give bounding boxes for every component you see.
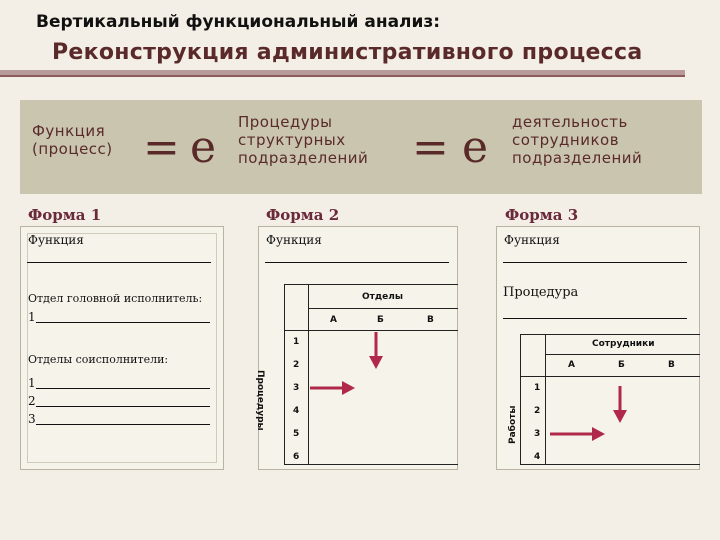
form2-function-label: Функция xyxy=(266,233,322,247)
form1-function-label: Функция xyxy=(28,233,84,247)
form3-row-label: 4 xyxy=(534,452,541,462)
form2-row-header: Процедуры xyxy=(255,370,265,431)
form1-co-line xyxy=(36,424,210,425)
form3-procedure-label: Процедура xyxy=(503,285,579,300)
arrow-right-to-column-b xyxy=(550,427,605,441)
member-of-sign-2: е xyxy=(462,122,489,173)
form1-inner-frame xyxy=(27,233,217,463)
form3-col-label: А xyxy=(568,360,575,370)
arrow-down-to-work-b xyxy=(613,386,627,423)
form2-row-label: 6 xyxy=(293,452,300,462)
form3-col-header: Сотрудники xyxy=(592,339,655,349)
equals-sign-2: = xyxy=(412,122,449,173)
equals-sign-1: = xyxy=(143,122,180,173)
form1-co-number: 3 xyxy=(28,412,36,426)
form1-co-line xyxy=(36,388,210,389)
form1-title: Форма 1 xyxy=(28,206,102,224)
equation-term-procedures: Процедуры структурных подразделений xyxy=(238,113,369,167)
form1-lead-line xyxy=(36,322,210,323)
form2-col-label: А xyxy=(330,315,337,325)
equation-term-activity: деятельность сотрудников подразделений xyxy=(512,113,643,167)
form3-col-label: Б xyxy=(618,360,625,370)
form2-row-label: 2 xyxy=(293,360,300,370)
form3-row-header: Работы xyxy=(508,405,518,444)
form1-function-line xyxy=(27,262,211,263)
slide-subtitle: Реконструкция административного процесса xyxy=(52,40,643,65)
form2-row-label: 5 xyxy=(293,429,300,439)
form3-function-label: Функция xyxy=(504,233,560,247)
form2-col-label: Б xyxy=(377,315,384,325)
form1-lead-number: 1 xyxy=(28,310,36,324)
arrow-down-to-procedure xyxy=(369,332,383,369)
form1-co-number: 1 xyxy=(28,376,36,390)
form3-col-label: В xyxy=(668,360,675,370)
form3-row-label: 2 xyxy=(534,406,541,416)
title-underline-dark xyxy=(0,75,685,77)
slide-title: Вертикальный функциональный анализ: xyxy=(36,12,441,32)
form2-col-label: В xyxy=(427,315,434,325)
form2-col-header: Отделы xyxy=(362,292,403,302)
form1-co-label: Отделы соисполнители: xyxy=(28,353,169,366)
form2-row-label: 3 xyxy=(293,383,300,393)
form2-row-label: 1 xyxy=(293,337,300,347)
form2-title: Форма 2 xyxy=(266,206,340,224)
form3-row-label: 3 xyxy=(534,429,541,439)
member-of-sign-1: е xyxy=(190,122,217,173)
form2-arrows xyxy=(258,226,458,470)
form1-co-line xyxy=(36,406,210,407)
form3-arrows xyxy=(496,226,700,470)
form3-row-label: 1 xyxy=(534,383,541,393)
equation-term-function: Функция (процесс) xyxy=(32,122,113,158)
form1-lead-label: Отдел головной исполнитель: xyxy=(28,292,203,305)
form3-title: Форма 3 xyxy=(505,206,579,224)
form2-row-label: 4 xyxy=(293,406,300,416)
arrow-right-to-column-a xyxy=(310,381,355,395)
form1-co-number: 2 xyxy=(28,394,36,408)
